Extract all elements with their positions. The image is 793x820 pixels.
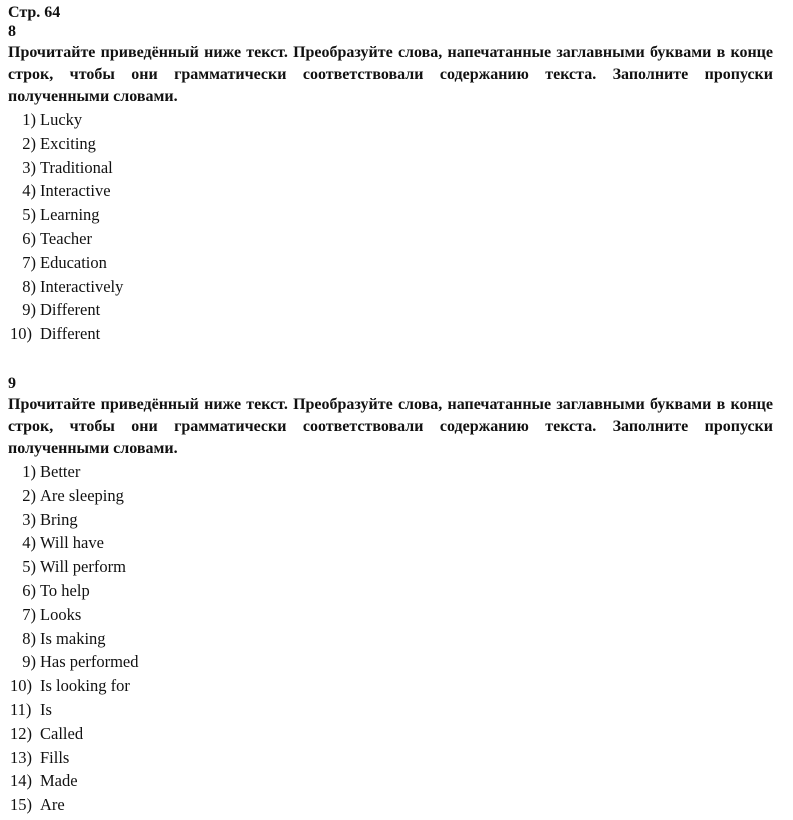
- answer-item: [10, 698, 778, 722]
- answer-number: 7): [22, 604, 36, 624]
- task-number: 8: [8, 23, 16, 40]
- answer-text: Called: [40, 723, 84, 743]
- answer-text: Different: [40, 324, 101, 344]
- answer-item: [10, 132, 778, 156]
- answer-number: 2): [22, 485, 36, 505]
- answer-item: [10, 674, 778, 698]
- answer-list: [8, 108, 778, 346]
- answer-text: Different: [40, 300, 101, 320]
- answer-item: [10, 793, 778, 817]
- answer-number: 1): [22, 110, 36, 129]
- answer-text: Made: [40, 771, 78, 791]
- answer-text: Will perform: [40, 557, 126, 577]
- answer-item: [10, 251, 778, 275]
- answer-item: [10, 769, 778, 793]
- answer-text: Learning: [40, 205, 100, 225]
- answer-item: [10, 108, 778, 132]
- answer-text: Looks: [40, 604, 82, 624]
- answer-text: Is: [40, 699, 52, 719]
- answer-number: 7): [22, 252, 36, 272]
- answer-text: Interactive: [40, 181, 111, 201]
- answer-item: [10, 227, 778, 251]
- answer-number: 4): [22, 533, 36, 553]
- answer-item: [10, 156, 778, 180]
- task-section: [8, 374, 778, 817]
- answer-number: 8): [22, 628, 36, 648]
- answer-text: Exciting: [40, 133, 96, 153]
- answer-number: 11): [10, 699, 32, 719]
- answer-text: Has performed: [40, 652, 139, 672]
- answer-number: 4): [22, 181, 36, 201]
- answer-number: 14): [10, 771, 32, 791]
- answer-item: [10, 627, 778, 651]
- answer-item: [10, 460, 778, 484]
- answer-text: Traditional: [40, 157, 113, 177]
- answer-item: [10, 650, 778, 674]
- answer-number: 3): [22, 509, 36, 529]
- answer-item: [10, 298, 778, 322]
- answer-number: 2): [22, 133, 36, 153]
- answer-item: [10, 484, 778, 508]
- answer-item: [10, 275, 778, 299]
- answer-text: Bring: [40, 509, 78, 529]
- answer-number: 1): [22, 461, 36, 481]
- answer-number: 5): [22, 557, 36, 577]
- answer-text: Teacher: [40, 228, 92, 248]
- answer-item: [10, 603, 778, 627]
- answer-number: 12): [10, 723, 32, 743]
- answer-item: [10, 531, 778, 555]
- answer-text: Are sleeping: [40, 485, 124, 505]
- answer-item: [10, 203, 778, 227]
- answer-text: Is looking for: [40, 676, 130, 696]
- answer-item: [10, 579, 778, 603]
- answer-list: [8, 460, 778, 817]
- answer-number: 6): [22, 580, 36, 600]
- answer-number: 8): [22, 276, 36, 296]
- answer-item: [10, 722, 778, 746]
- answer-number: 9): [22, 652, 36, 672]
- answer-number: 9): [22, 300, 36, 320]
- task-instruction: Прочитайте приведённый ниже текст. Преобразуйте слова, напечатанные заглавными буквами в конце строк, чтобы они грамматически соответствовали содержанию текста. Заполните пропуски полученными словами.: [8, 44, 773, 105]
- answer-item: [10, 555, 778, 579]
- task-instruction: Прочитайте приведённый ниже текст. Преобразуйте слова, напечатанные заглавными буквами в конце строк, чтобы они грамматически соответствовали содержанию текста. Заполните пропуски полученными словами.: [8, 395, 773, 457]
- task-number: 9: [8, 374, 16, 392]
- answer-text: Better: [40, 461, 81, 481]
- answer-text: Will have: [40, 533, 104, 553]
- answer-text: Fills: [40, 747, 70, 767]
- answer-item: [10, 508, 778, 532]
- answer-number: 15): [10, 795, 32, 815]
- answer-text: Lucky: [40, 110, 83, 129]
- answer-number: 5): [22, 205, 36, 225]
- page-header: Стр. 64: [8, 4, 61, 21]
- document-page: [8, 0, 778, 817]
- answer-number: 10): [10, 324, 32, 344]
- sections-container: [8, 22, 778, 817]
- task-section: [8, 22, 778, 346]
- answer-item: [10, 322, 778, 346]
- answer-number: 3): [22, 157, 36, 177]
- answer-number: 6): [22, 228, 36, 248]
- answer-text: To help: [40, 580, 90, 600]
- answer-item: [10, 179, 778, 203]
- answer-text: Education: [40, 252, 107, 272]
- answer-text: Is making: [40, 628, 106, 648]
- answer-item: [10, 746, 778, 770]
- answer-number: 10): [10, 676, 32, 696]
- answer-text: Are: [40, 795, 65, 815]
- answer-text: Interactively: [40, 276, 124, 296]
- answer-number: 13): [10, 747, 32, 767]
